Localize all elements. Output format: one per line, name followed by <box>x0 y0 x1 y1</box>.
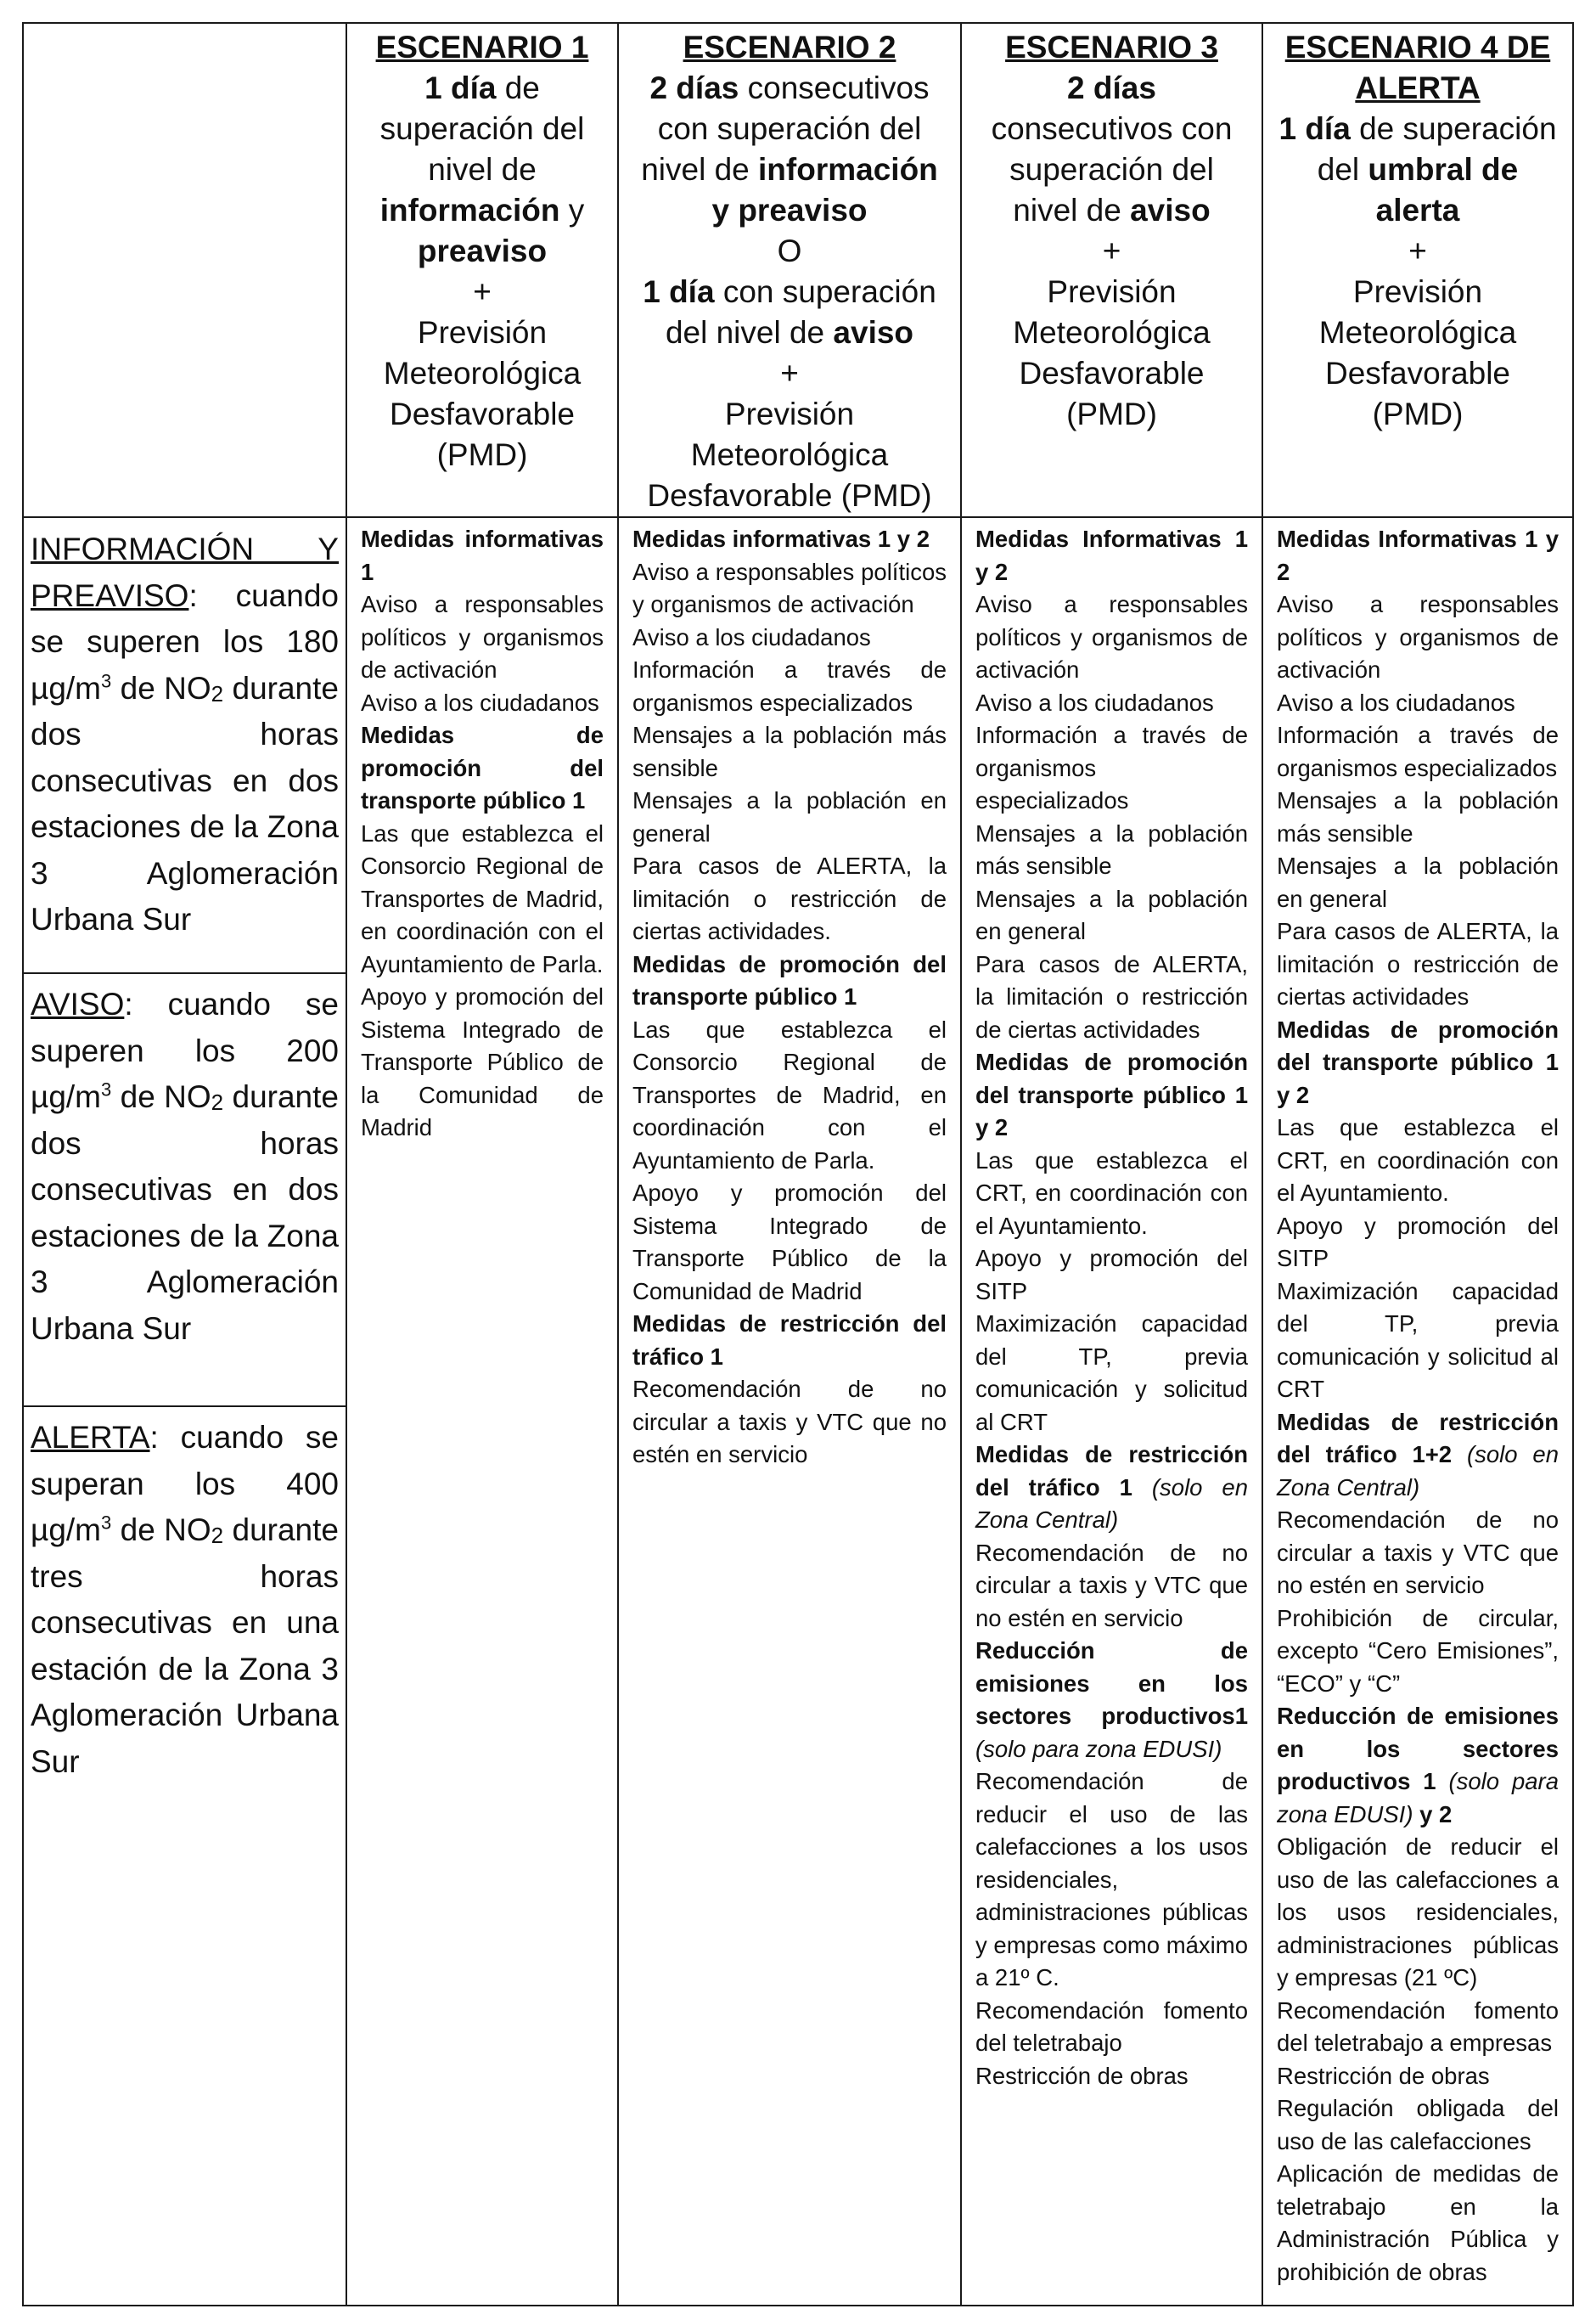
measure-item: Apoyo y promoción del SITP <box>1277 1212 1559 1271</box>
scenario-3-title: ESCENARIO 3 <box>1005 30 1218 65</box>
measure-heading: Medidas Informativas 1 y 2 <box>1277 526 1559 585</box>
measure-item: Aviso a responsables políticos y organismos de activación <box>975 591 1248 683</box>
scenario-4-measures <box>1262 517 1573 2306</box>
pmd-text: Previsión Meteorológica Desfavorable (PMD) <box>1013 274 1211 431</box>
scenario-2-header <box>618 23 961 517</box>
plus-sign: + <box>780 356 799 391</box>
measure-item: Aviso a responsables políticos y organismos de activación <box>361 591 604 683</box>
measure-item: Recomendación fomento del teletrabajo <box>975 1996 1248 2056</box>
measure-item: Para casos de ALERTA, la limitación o restricción de ciertas actividades <box>975 950 1248 1043</box>
scenario-4-title: ESCENARIO 4 DE ALERTA <box>1284 30 1551 105</box>
scenario-3-header <box>961 23 1262 517</box>
measure-item: Recomendación de no circular a taxis y VTC que no estén en servicio <box>632 1376 947 1467</box>
measure-heading: Medidas de promoción del transporte público 1 y 2 <box>1277 1016 1559 1108</box>
measure-item: Obligación de reducir el uso de las calefacciones a los usos residenciales, administraciones públicas y empresas (21 ºC) <box>1277 1833 1559 1991</box>
measure-heading: Medidas de restricción del tráfico 1+2 (solo en Zona Central) <box>1277 1408 1559 1501</box>
scenario-2-measures <box>618 517 961 2306</box>
pmd-text: Previsión Meteorológica Desfavorable (PMD) <box>383 315 582 472</box>
measure-heading: Medidas informativas 1 <box>361 526 604 585</box>
plus-sign: + <box>473 274 492 309</box>
measure-item: Restricción de obras <box>975 2062 1189 2089</box>
plus-sign: + <box>1102 234 1121 268</box>
measure-heading: Reducción de emisiones en los sectores productivos 1 (solo para zona EDUSI) y 2 <box>1277 1703 1559 1827</box>
measure-item: Información a través de organismos especializados <box>1277 722 1559 781</box>
measure-item: Aviso a los ciudadanos <box>632 623 871 650</box>
measure-heading: Medidas Informativas 1 y 2 <box>975 526 1248 585</box>
measure-item: Regulación obligada del uso de las calefacciones <box>1277 2095 1559 2154</box>
measure-item: Aviso a los ciudadanos <box>975 689 1214 716</box>
measure-heading: Medidas de promoción del transporte público 1 <box>361 722 604 814</box>
measure-item: Para casos de ALERTA, la limitación o restricción de ciertas actividades <box>1277 918 1559 1010</box>
measure-item: Las que establezca el CRT, en coordinación con el Ayuntamiento. <box>1277 1114 1559 1206</box>
or-text: O <box>777 234 802 268</box>
conditions-cell <box>23 517 346 2306</box>
measure-item: Aviso a responsables políticos y organismos de activación <box>1277 591 1559 683</box>
pmd-text: Previsión Meteorológica Desfavorable (PMD) <box>647 397 932 513</box>
measure-item: Recomendación de reducir el uso de las calefacciones a los usos residenciales, administraciones públicas y empresas como máximo a 21º C. <box>975 1768 1248 1991</box>
scenario-1-header <box>346 23 618 517</box>
condition-divider <box>24 972 346 974</box>
scenario-2-description: 2 días consecutivos con superación del nivel de información y preaviso <box>641 70 938 228</box>
measure-item: Mensajes a la población en general <box>1277 853 1559 912</box>
measure-item: Aviso a los ciudadanos <box>1277 689 1515 716</box>
measure-item: Aviso a responsables políticos y organismos de activación <box>632 558 947 617</box>
measure-item: Apoyo y promoción del Sistema Integrado de Transporte Público de la Comunidad de Madrid <box>361 983 604 1140</box>
scenario-1-measures <box>346 517 618 2306</box>
measure-item: Las que establezca el Consorcio Regional de Transportes de Madrid, en coordinación con el Ayuntamiento de Parla. <box>361 819 604 977</box>
measure-item: Mensajes a la población más sensible <box>1277 787 1559 847</box>
measure-item: Maximización capacidad del TP, previa comunicación y solicitud al CRT <box>975 1310 1248 1435</box>
scenario-3-description: 2 días consecutivos con superación del nivel de aviso <box>991 70 1233 228</box>
measure-heading: Medidas de restricción del tráfico 1 (solo en Zona Central) <box>975 1441 1248 1533</box>
measure-heading: Medidas de promoción del transporte público 1 <box>632 950 947 1010</box>
condition-aviso: AVISO: cuando se superen los 200 $\mu g/m^3$ de $NO_2$ durante dos horas consecutivas en dos estaciones de la Zona 3 Aglomeración Urbana Sur <box>31 987 339 1346</box>
scenario-3-measures <box>961 517 1262 2306</box>
measure-item: Recomendación de no circular a taxis y VTC que no estén en servicio <box>975 1539 1248 1631</box>
scenario-1-description: 1 día de superación del nivel de información y preaviso <box>379 70 585 268</box>
measure-item: Aplicación de medidas de teletrabajo en la Administración Pública y prohibición de obras <box>1277 2160 1559 2285</box>
condition-alerta: ALERTA: cuando se superan los 400 $\mu g/m^3$ de $NO_2$ durante tres horas consecutivas en una estación de la Zona 3 Aglomeración Urbana Sur <box>31 1420 339 1779</box>
measure-item: Prohibición de circular, excepto “Cero Emisiones”, “ECO” y “C” <box>1277 1604 1559 1697</box>
measure-item: Apoyo y promoción del SITP <box>975 1245 1248 1304</box>
measure-heading: Reducción de emisiones en los sectores productivos1 (solo para zona EDUSI) <box>975 1637 1248 1762</box>
condition-divider <box>24 1405 346 1407</box>
scenario-2-title: ESCENARIO 2 <box>683 30 896 65</box>
scenario-4-header <box>1262 23 1573 517</box>
measure-item: Recomendación de no circular a taxis y VTC que no estén en servicio <box>1277 1506 1559 1598</box>
measure-item: Las que establezca el Consorcio Regional de Transportes de Madrid, en coordinación con el Ayuntamiento de Parla. <box>632 1016 947 1174</box>
measure-item: Mensajes a la población más sensible <box>975 819 1248 879</box>
scenario-4-description: 1 día de superación del umbral de alerta <box>1278 111 1557 228</box>
scenario-1-title: ESCENARIO 1 <box>375 30 589 65</box>
measure-heading: Medidas informativas 1 y 2 <box>632 526 930 552</box>
measure-item: Información a través de organismos especializados <box>975 722 1248 814</box>
condition-info: INFORMACIÓN Y PREAVISO: cuando se superen los 180 $\mu g/m^3$ de $NO_2$ durante dos horas consecutivas en dos estaciones de la Zona 3 Aglomeración Urbana Sur <box>31 532 339 937</box>
measure-item: Maximización capacidad del TP, previa comunicación y solicitud al CRT <box>1277 1277 1559 1402</box>
measure-item: Para casos de ALERTA, la limitación o restricción de ciertas actividades. <box>632 853 947 944</box>
measure-item: Recomendación fomento del teletrabajo a empresas <box>1277 1996 1559 2056</box>
measure-item: Mensajes a la población más sensible <box>632 722 947 781</box>
scenario-2-description-alt: 1 día con superación del nivel de aviso <box>643 274 936 350</box>
measure-item: Mensajes a la población en general <box>632 787 947 847</box>
measure-heading: Medidas de promoción del transporte público 1 y 2 <box>975 1049 1248 1140</box>
measure-item: Las que establezca el CRT, en coordinación con el Ayuntamiento. <box>975 1146 1248 1239</box>
scenario-table <box>22 22 1574 2306</box>
measure-item: Restricción de obras <box>1277 2062 1490 2089</box>
measure-item: Aviso a los ciudadanos <box>361 689 599 716</box>
measure-heading: Medidas de restricción del tráfico 1 <box>632 1310 947 1370</box>
plus-sign: + <box>1408 234 1427 268</box>
empty-corner-cell <box>23 23 346 517</box>
measure-item: Mensajes a la población en general <box>975 885 1248 944</box>
measure-item: Información a través de organismos especializados <box>632 656 947 716</box>
measure-item: Apoyo y promoción del Sistema Integrado de Transporte Público de la Comunidad de Madrid <box>632 1180 947 1304</box>
pmd-text: Previsión Meteorológica Desfavorable (PMD) <box>1318 274 1517 431</box>
